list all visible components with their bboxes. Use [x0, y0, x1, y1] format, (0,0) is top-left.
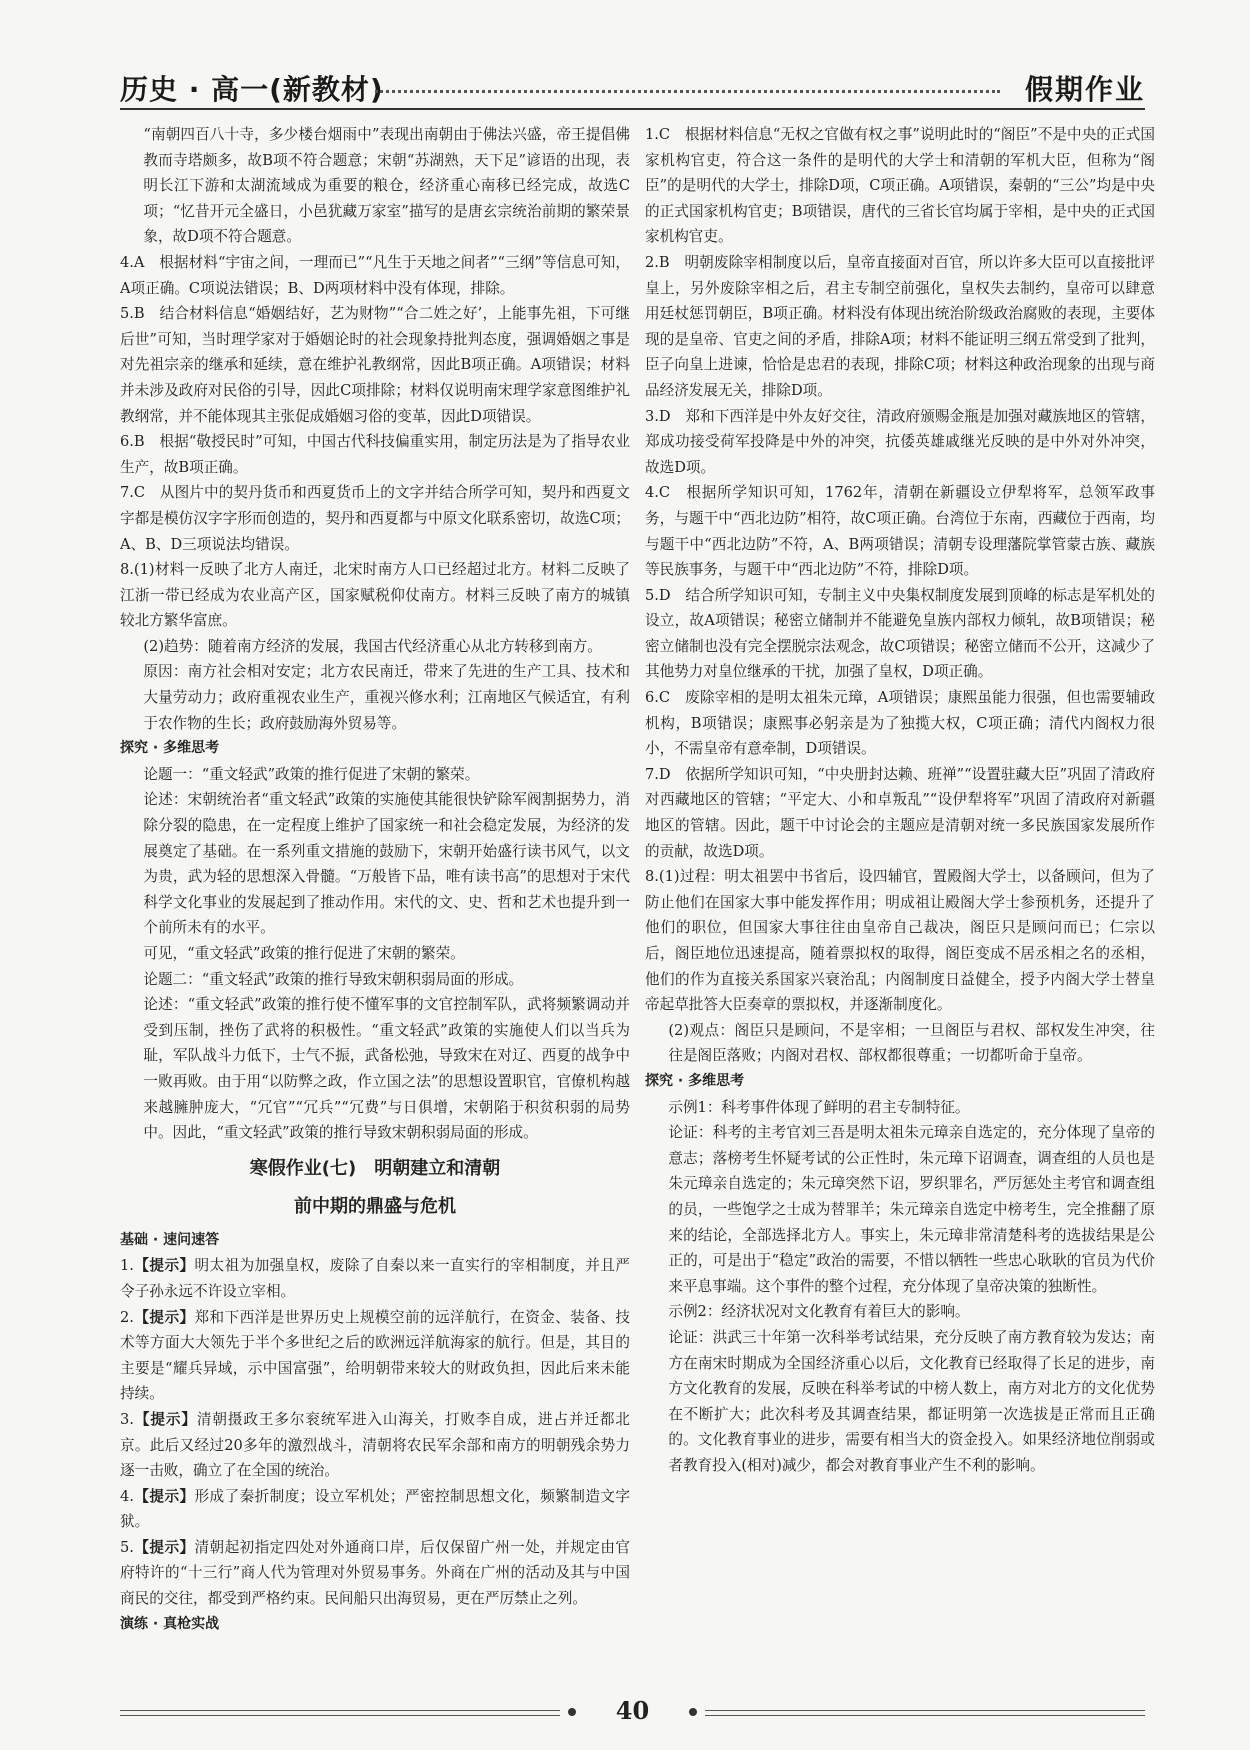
answer-paragraph: 7.D 依据所学知识可知，“中央册封达赖、班禅”“设置驻藏大臣”巩固了清政府对西藏地区的管辖；“平定大、小和卓叛乱”“设伊犁将军”巩固了清政府对新疆地区的管辖。因此，题干中讨论会的主题应是清朝对统一多民族国家发展所作的贡献，故选D项。	[645, 765, 1155, 860]
answer-paragraph: 论题一：“重文轻武”政策的推行促进了宋朝的繁荣。	[143, 765, 480, 783]
answer-paragraph: 8.(1)材料一反映了北方人南迁，北宋时南方人口已经超过北方。材料二反映了江浙一带已经成为农业高产区，国家赋税仰仗南方。材料三反映了南方的城镇较北方繁华富庶。	[120, 561, 630, 630]
tip-text: 清朝摄政王多尔衮统军进入山海关，打败李自成，进占并迁都北京。此后又经过20多年的激烈战斗，清朝将农民军余部和南方的明朝残余势力逐一击败，确立了在全国的统治。	[120, 1410, 630, 1480]
page-footer	[120, 1698, 1145, 1728]
answer-paragraph: 8.(1)过程：明太祖罢中书省后，设四辅官，置殿阁大学士，以备顾问，但为了防止他们在国家大事中能发挥作用；明成祖让殿阁大学士参预机务，还提升了他们的职位，但国家大事往往由皇帝自己裁决，阁臣只是顾问而已；仁宗以后，阁臣地位迅速提高，随着票拟权的取得，阁臣变成不居丞相之名的丞相，他们的作为直接关系国家兴衰治乱；内阁制度日益健全，授予内阁大学士替皇帝起草批答大臣奏章的票拟权，并逐渐制度化。	[645, 868, 1155, 1014]
answer-paragraph: “南朝四百八十寺，多少楼台烟雨中”表现出南朝由于佛法兴盛，帝王提倡佛教而寺塔颇多，故B项不符合题意；宋朝“苏湖熟，天下足”谚语的出现，表明长江下游和太湖流域成为重要的粮仓，经济重心南移已经完成，故选C项；“忆昔开元全盛日，小邑犹藏万家室”描写的是唐玄宗统治前期的繁荣景象，故D项不符合题意。	[143, 126, 630, 246]
tip-tag: 【提示】	[133, 1487, 195, 1505]
chapter-title: 前中期的鼎盛与危机	[294, 1195, 456, 1217]
answer-paragraph: (2)观点：阁臣只是顾问，不是宰相；一旦阁臣与君权、部权发生冲突，往往是阁臣落败；内阁对君权、部权都很尊重；一切都听命于皇帝。	[668, 1021, 1155, 1065]
answer-paragraph: 论述：宋朝统治者“重文轻武”政策的实施使其能很快铲除军阀割据势力，消除分裂的隐患，在一定程度上维护了国家统一和社会稳定发展，为经济的发展奠定了基础。在一系列重文措施的鼓励下，宋朝开始盛行读书风气，以文为贵，武为轻的思想深入骨髓。“万般皆下品，唯有读书高”的思想对于宋代科学文化事业的发展起到了推动作用。宋代的文、史、哲和艺术也提升到一个前所未有的水平。	[143, 791, 630, 937]
tip-tag: 【提示】	[133, 1538, 195, 1556]
answer-tip	[120, 1484, 630, 1535]
answer-paragraph: (2)趋势：随着南方经济的发展，我国古代经济重心从北方转移到南方。	[143, 637, 602, 655]
footer-dot-right	[689, 1708, 697, 1716]
tip-tag: 【提示】	[133, 1410, 197, 1428]
tip-text: 郑和下西洋是世界历史上规模空前的远洋航行，在资金、装备、技术等方面大大领先于半个多世纪之后的欧洲远洋航海家的航行。但是，其目的主要是“耀兵异域，示中国富强”，给明朝带来较大的财政负担，因此后来未能持续。	[120, 1308, 630, 1403]
header-subject-title: 历史 · 高一(新教材)	[120, 73, 384, 106]
answer-paragraph: 原因：南方社会相对安定；北方农民南迁，带来了先进的生产工具、技术和大量劳动力；政府重视农业生产，重视兴修水利；江南地区气候适宜，有利于农作物的生长；政府鼓励海外贸易等。	[143, 663, 630, 732]
answer-tip	[120, 1305, 630, 1407]
tip-number: 4.	[120, 1487, 134, 1505]
answer-paragraph: 示例2：经济状况对文化教育有着巨大的影响。	[668, 1303, 970, 1321]
right-column	[645, 122, 1155, 1478]
answer-paragraph: 可见，“重文轻武”政策的推行促进了宋朝的繁荣。	[143, 945, 465, 962]
tip-number: 3.	[120, 1410, 134, 1428]
answer-paragraph: 论证：科考的主考官刘三吾是明太祖朱元璋亲自选定的，充分体现了皇帝的意志；落榜考生怀疑考试的公正性时，朱元璋下诏调查，调查组的人员也是朱元璋亲自选定的；朱元璋突然下诏，罗织罪名，严厉惩处主考官和调查组的员，一些饱学之士成为替罪羊；朱元璋亲自选定中榜考生，完全推翻了原来的结论，全部选择北方人。事实上，朱元璋非常清楚科考的选拔结果是公正的，可是出于“稳定”政治的需要，不惜以牺牲一些忠心耿耿的官员为代价来平息事端。这个事件的整个过程，充分体现了皇帝决策的独断性。	[668, 1124, 1155, 1295]
header-dotted-leader	[375, 90, 1000, 93]
answer-tip	[120, 1407, 630, 1484]
tip-number: 5.	[120, 1538, 134, 1556]
tip-text: 清朝起初指定四处对外通商口岸，后仅保留广州一处，并规定由官府特许的“十三行”商人代为管理对外贸易事务。外商在广州的活动及其与中国商民的交往，都受到严格约束。民间船只出海贸易，更在严厉禁止之列。	[120, 1538, 630, 1608]
tip-number: 1.	[120, 1257, 134, 1275]
answer-paragraph: 1.C 根据材料信息“无权之官做有权之事”说明此时的“阁臣”不是中央的正式国家机构官吏，符合这一条件的是明代的大学士和清朝的军机大臣，但称为“阁臣”的是明代的大学士，排除D项，C项正确。A项错误，秦朝的“三公”均是中央的正式国家机构官吏；B项错误，唐代的三省长官均属于宰相，是中央的正式国家机构官吏。	[645, 126, 1155, 246]
header-rule	[120, 108, 1145, 110]
section-label: 演练 · 真枪实战	[120, 1615, 220, 1632]
page-header	[120, 66, 1145, 110]
answer-tip	[120, 1253, 630, 1304]
answer-paragraph: 论题二：“重文轻武”政策的推行导致宋朝积弱局面的形成。	[143, 970, 524, 988]
chapter-title: 寒假作业(七) 明朝建立和清朝	[249, 1157, 501, 1179]
section-label: 探究 · 多维思考	[120, 740, 220, 757]
left-column	[120, 122, 630, 1637]
answer-paragraph: 4.A 根据材料“宇宙之间，一理而已”“凡生于天地之间者”“三纲”等信息可知，A项正确。C项说法错误；B、D两项材料中没有体现，排除。	[120, 253, 630, 297]
answer-paragraph: 6.C 废除宰相的是明太祖朱元璋，A项错误；康熙虽能力很强，但也需要辅政机构，B项错误；康熙事必躬亲是为了独揽大权，C项正确；清代内阁权力很小，不需皇帝有意牵制，D项错误。	[645, 689, 1155, 758]
answer-paragraph: 2.B 明朝废除宰相制度以后，皇帝直接面对百官，所以许多大臣可以直接批评皇上，另外废除宰相之后，君主专制空前强化，皇权失去制约，皇帝可以肆意用廷杖惩罚朝臣，B项正确。材料没有体现出统治阶级政治腐败的表现，主要体现的是皇帝、官吏之间的矛盾，排除A项；材料不能证明三纲五常受到了批判，臣子向皇上进谏，恰恰是忠君的表现，排除C项；材料这种政治现象的出现与商品经济发展无关，排除D项。	[645, 253, 1155, 399]
answer-paragraph: 6.B 根据“敬授民时”可知，中国古代科技偏重实用，制定历法是为了指导农业生产，故B项正确。	[120, 433, 630, 476]
tip-tag: 【提示】	[133, 1257, 195, 1275]
answer-tip	[120, 1535, 630, 1612]
answer-paragraph: 4.C 根据所学知识可知，1762年，清朝在新疆设立伊犁将军，总领军政事务，与题干中“西北边防”相符，故C项正确。台湾位于东南，西藏位于西南，均与题干中“西北边防”不符，A、B两项错误；清朝专设理藩院掌管蒙古族、藏族等民族事务，与题干中“西北边防”不符，排除D项。	[645, 484, 1155, 579]
page-number: 40	[615, 1696, 650, 1725]
answer-paragraph: 示例1：科考事件体现了鲜明的君主专制特征。	[668, 1098, 970, 1116]
footer-rule-right	[705, 1710, 1145, 1716]
answer-paragraph: 3.D 郑和下西洋是中外友好交往，清政府颁赐金瓶是加强对藏族地区的管辖，郑成功接受荷军投降是中外的冲突，抗倭英雄戚继光反映的是中外对外冲突，故选D项。	[645, 407, 1155, 476]
answer-paragraph: 5.D 结合所学知识可知，专制主义中央集权制度发展到顶峰的标志是军机处的设立，故A项错误；秘密立储制并不能避免皇族内部权力倾轧，故B项错误；秘密立储制也没有完全摆脱宗法观念，故C项错误；秘密立储而不公开，这减少了其他势力对皇位继承的干扰，加强了皇权，D项正确。	[645, 586, 1155, 681]
tip-number: 2.	[120, 1308, 134, 1326]
tip-text: 明太祖为加强皇权，废除了自秦以来一直实行的宰相制度，并且严令子孙永远不许设立宰相。	[120, 1257, 630, 1300]
answer-paragraph: 7.C 从图片中的契丹货币和西夏货币上的文字并结合所学可知，契丹和西夏文字都是模仿汉字字形而创造的，契丹和西夏都与中原文化联系密切，故选C项；A、B、D三项说法均错误。	[120, 484, 630, 553]
tip-tag: 【提示】	[133, 1308, 195, 1326]
section-label: 探究 · 多维思考	[645, 1072, 745, 1089]
answer-paragraph: 论述：“重文轻武”政策的推行使不懂军事的文官控制军队，武将频繁调动并受到压制，挫伤了武将的积极性。“重文轻武”政策的实施使人们以当兵为耻，军队战斗力低下，士气不振，武备松弛，导致宋在对辽、西夏的战争中一败再败。由于用“以防弊之政，作立国之法”的思想设置职官，官僚机构越来越臃肿庞大，“冗官”“冗兵”“冗费”与日俱增，宋朝陷于积贫积弱的局势中。因此，“重文轻武”政策的推行导致宋朝积弱局面的形成。	[143, 996, 630, 1142]
header-series-title: 假期作业	[1024, 73, 1145, 106]
tip-text: 形成了秦折制度；设立军机处；严密控制思想文化，频繁制造文字狱。	[120, 1487, 630, 1531]
answer-paragraph: 论证：洪武三十年第一次科举考试结果，充分反映了南方教育较为发达；南方在南宋时期成为全国经济重心以后，文化教育已经取得了长足的进步，南方文化教育的发展，反映在科举考试的中榜人数上，南方对北方的文化优势在不断扩大；此次科考及其调查结果，都证明第一次选拔是正常而且正确的。文化教育事业的进步，需要有相当大的资金投入。如果经济地位削弱或者教育投入(相对)减少，都会对教育事业产生不利的影响。	[668, 1328, 1155, 1474]
footer-rule-left	[120, 1710, 560, 1716]
footer-dot-left	[568, 1708, 576, 1716]
section-label: 基础 · 速问速答	[120, 1231, 220, 1248]
answer-paragraph: 5.B 结合材料信息“婚姻结好，艺为财物”“合二姓之好’，上能事先祖，下可继后世”可知，当时理学家对于婚姻论时的社会现象持批判态度，强调婚姻之事是对先祖宗亲的继承和延续，意在维护礼教纲常，因此B项正确。A项错误；材料并未涉及政府对民俗的引导，因此C项排除；材料仅说明南宋理学家意图维护礼教纲常，并不能体现其主张促成婚姻习俗的变革，因此D项错误。	[120, 305, 630, 425]
